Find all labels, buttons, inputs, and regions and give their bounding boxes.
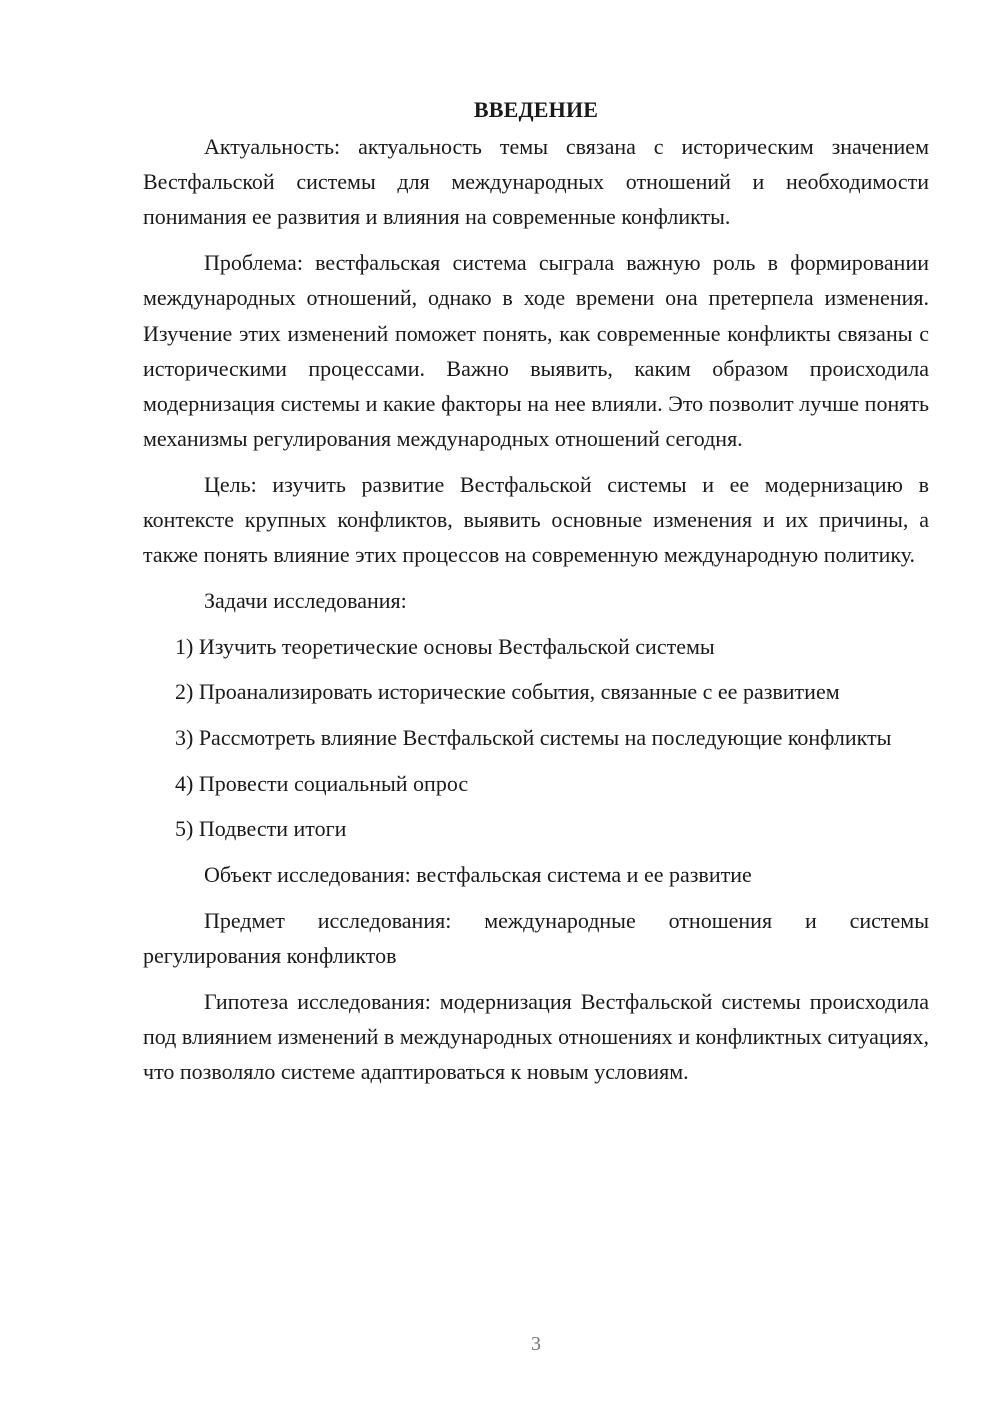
paragraph-object: Объект исследования: вестфальская система и ее развитие [204,862,752,888]
paragraph-relevance: Актуальность: актуальность темы связана с историческим значением Вестфальской системы для международных отношений и необходимости понимания ее развития и влияния на современные конфликты. [143,134,929,230]
task-item-2: 2) Проанализировать исторические события, связанные с ее развитием [175,679,840,705]
paragraph-hypothesis: Гипотеза исследования: модернизация Вестфальской системы происходила под влиянием изменений в международных отношениях и конфликтных ситуациях, что позволяло системе адаптироваться к новым условиям. [143,988,929,1085]
task-item-3: 3) Рассмотреть влияние Вестфальской системы на последующие конфликты [175,725,892,751]
page-number: 3 [531,1333,541,1355]
page-title: ВВЕДЕНИЕ [473,97,599,122]
document-page [143,92,929,1100]
paragraph-subject: Предмет исследования: международные отношения и системы регулирования конфликтов [143,907,929,969]
task-item-4: 4) Провести социальный опрос [175,770,469,796]
paragraph-problem: Проблема: вестфальская система сыграла важную роль в формировании международных отношений, однако в ходе времени она претерпела изменения. Изучение этих изменений поможет понять, как современные конфликты связаны с историческими процессами. Важно выявить, каким образом происходила модернизация системы и какие факторы на нее влияли. Это позволит лучше понять механизмы регулирования международных отношений сегодня. [143,250,929,452]
task-item-5: 5) Подвести итоги [175,816,347,842]
paragraph-goal: Цель: изучить развитие Вестфальской системы и ее модернизацию в контексте крупных конфликтов, выявить основные изменения и их причины, а также понять влияние этих процессов на современную международную политику. [143,471,929,568]
paragraph-tasks-heading: Задачи исследования: [204,587,407,613]
task-item-1: 1) Изучить теоретические основы Вестфальской системы [175,633,715,659]
